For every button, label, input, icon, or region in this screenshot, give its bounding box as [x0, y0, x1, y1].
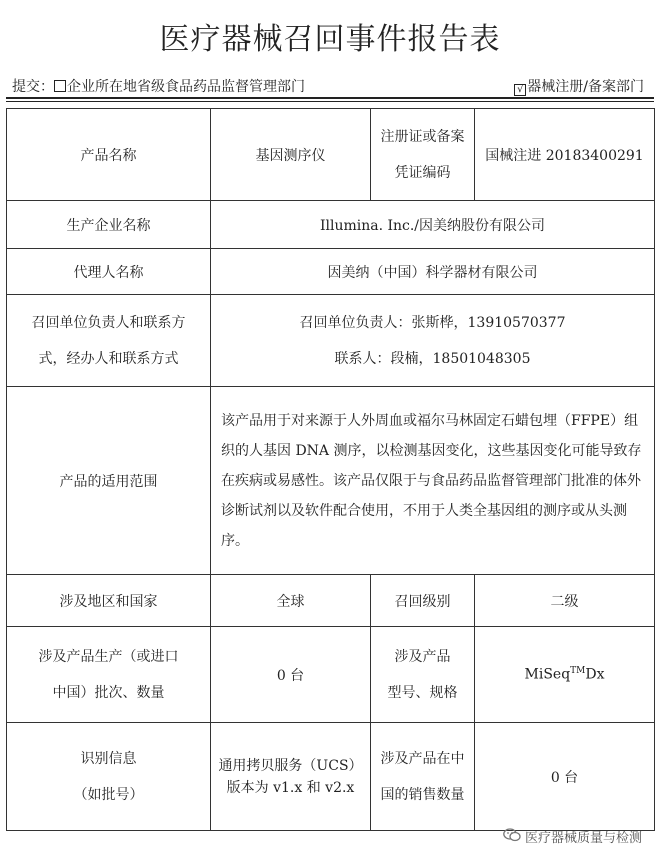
table-row: [7, 109, 655, 201]
scope-text: 该产品用于对来源于人外周血或福尔马林固定石蜡包埋（FFPE）组织的人基因 DNA 测序，以检测基因变化，这些基因变化可能导致存在疾病或易感性。该产品仅限于与食品药品监督管理部门批准的体外诊断试剂以及软件配合使用，不用于人类全基因组的测序或从头测序。: [211, 387, 655, 575]
divider: [6, 101, 654, 102]
contact-label-line1: 召回单位负责人和联系方: [31, 314, 186, 331]
id-label-line2: （如批号）: [73, 786, 144, 803]
manufacturer-value: Illumina. Inc./因美纳股份有限公司: [211, 201, 655, 249]
batch-label: [7, 627, 211, 723]
manufacturer-label: 生产企业名称: [7, 201, 211, 249]
id-label: [7, 723, 211, 831]
sales-value: 0 台: [475, 723, 655, 831]
submit-checkbox[interactable]: [54, 80, 66, 92]
batch-value: 0 台: [211, 627, 371, 723]
model-suffix: Dx: [585, 666, 605, 683]
reg-no-label-line1: 注册证或备案: [380, 128, 465, 145]
product-name-label: 产品名称: [7, 109, 211, 201]
submit-prefix: 提交：: [12, 79, 54, 95]
page-title: 医疗器械召回事件报告表: [159, 22, 501, 57]
divider: [6, 97, 654, 99]
recall-report-table: [6, 108, 655, 831]
reg-no-value: 国械注进 20183400291: [475, 109, 655, 201]
contact-person: 联系人：段楠，18501048305: [334, 350, 531, 367]
model-value: [475, 627, 655, 723]
register-option: 器械注册/备案部门: [527, 79, 644, 95]
model-label: [371, 627, 475, 723]
product-name-value: 基因测序仪: [211, 109, 371, 201]
model-trademark: TM: [570, 666, 586, 677]
table-row: [7, 387, 655, 575]
id-label-line1: 识别信息: [80, 750, 137, 767]
agent-label: 代理人名称: [7, 249, 211, 295]
reg-no-label-line2: 凭证编码: [394, 164, 451, 181]
region-value: 全球: [211, 575, 371, 627]
batch-label-line1: 涉及产品生产（或进口: [38, 648, 179, 665]
scope-label: 产品的适用范围: [7, 387, 211, 575]
contact-value: [211, 295, 655, 387]
batch-label-line2: 中国）批次、数量: [52, 684, 165, 701]
model-label-line1: 涉及产品: [394, 648, 451, 665]
table-row: [7, 575, 655, 627]
wechat-icon: [503, 828, 521, 846]
sales-label: [371, 723, 475, 831]
model-label-line2: 型号、规格: [387, 684, 458, 701]
submit-to-line: [12, 76, 305, 96]
id-value-line1: 通用拷贝服务（UCS）: [218, 757, 363, 774]
table-row: [7, 201, 655, 249]
model-main: MiSeq: [524, 666, 571, 683]
recall-responsible-person: 召回单位负责人：张斯桦，13910570377: [299, 314, 566, 331]
register-checkbox[interactable]: √: [514, 84, 526, 96]
watermark-text: 医疗器械质量与检测: [524, 831, 642, 846]
table-row: [7, 295, 655, 387]
recall-level-value: 二级: [475, 575, 655, 627]
wechat-icon-svg: [503, 828, 521, 842]
submit-option: 企业所在地省级食品药品监督管理部门: [67, 79, 305, 95]
watermark: [503, 827, 642, 846]
contact-label: [7, 295, 211, 387]
sales-label-line1: 涉及产品在中: [380, 750, 465, 767]
register-line: [514, 76, 644, 96]
id-value-line2: 版本为 v1.x 和 v2.x: [226, 779, 355, 796]
region-label: 涉及地区和国家: [7, 575, 211, 627]
table-row: [7, 249, 655, 295]
id-value: [211, 723, 371, 831]
sales-label-line2: 国的销售数量: [380, 786, 465, 803]
table-row: [7, 723, 655, 831]
recall-level-label: 召回级别: [371, 575, 475, 627]
contact-label-line2: 式，经办人和联系方式: [38, 350, 179, 367]
reg-no-label: [371, 109, 475, 201]
agent-value: 因美纳（中国）科学器材有限公司: [211, 249, 655, 295]
table-row: [7, 627, 655, 723]
